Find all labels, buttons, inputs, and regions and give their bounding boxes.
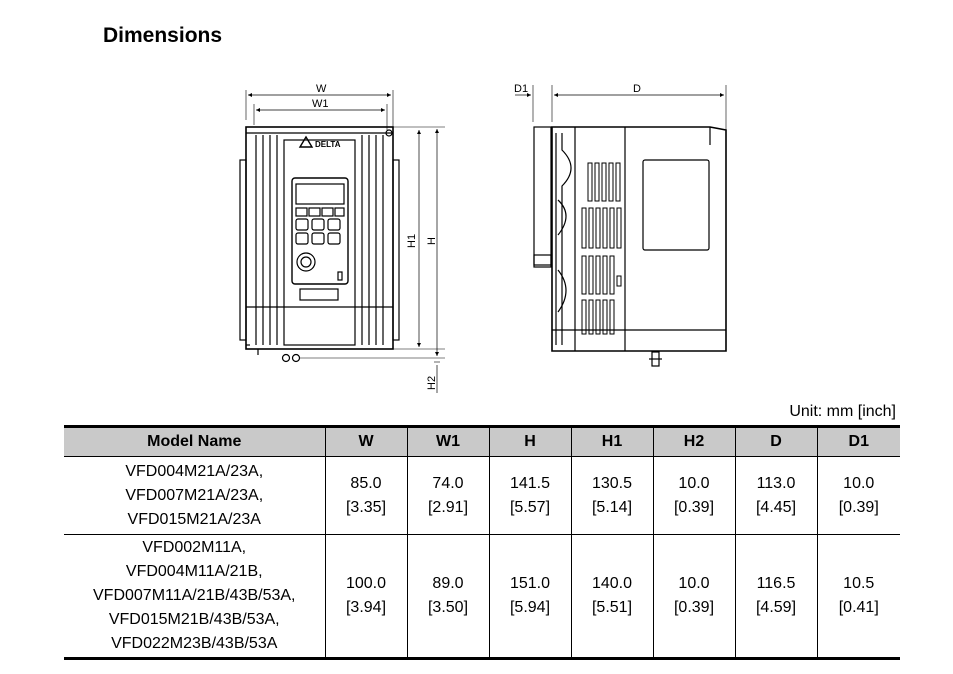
value-cell-h2: 10.0 [0.39]	[653, 535, 735, 659]
table-header-row	[64, 427, 900, 457]
model-name-cell	[64, 457, 325, 535]
value-cell-d: 113.0 [4.45]	[735, 457, 817, 535]
label-d1: D1	[514, 83, 529, 95]
value-cell-h2: 10.0 [0.39]	[653, 457, 735, 535]
header-w1: W1	[407, 427, 489, 457]
model-name: VFD015M21B/43B/53A,	[108, 611, 280, 628]
delta-logo	[300, 137, 341, 149]
header-h2: H2	[653, 427, 735, 457]
page-title: Dimensions	[103, 24, 223, 47]
label-w1: W1	[312, 98, 329, 110]
model-name: VFD022M23B/43B/53A	[111, 635, 278, 652]
value-cell-w: 100.0 [3.94]	[325, 535, 407, 659]
header-w: W	[325, 427, 407, 457]
model-name: VFD007M21A/23A,	[125, 486, 264, 504]
header-h: H	[489, 427, 571, 457]
value-cell-h1: 130.5 [5.14]	[571, 457, 653, 535]
label-h: H	[426, 237, 438, 245]
side-view	[515, 85, 726, 366]
label-h1: H1	[406, 233, 418, 248]
value-cell-h1: 140.0 [5.51]	[571, 535, 653, 659]
value-cell-h: 151.0 [5.94]	[489, 535, 571, 659]
label-d: D	[633, 83, 641, 95]
model-name: VFD004M21A/23A,	[125, 462, 264, 480]
table-row	[64, 535, 900, 659]
header-model-name: Model Name	[64, 427, 325, 457]
value-cell-d1: 10.0 [0.39]	[817, 457, 900, 535]
header-h1: H1	[571, 427, 653, 457]
table-row	[64, 457, 900, 535]
model-name-cell	[64, 535, 325, 659]
value-cell-w1: 89.0 [3.50]	[407, 535, 489, 659]
model-name: VFD002M11A,	[142, 539, 247, 556]
value-cell-d1: 10.5 [0.41]	[817, 535, 900, 659]
value-cell-d: 116.5 [4.59]	[735, 535, 817, 659]
model-name: VFD004M11A/21B,	[125, 563, 263, 580]
header-d1: D1	[817, 427, 900, 457]
value-cell-w1: 74.0 [2.91]	[407, 457, 489, 535]
value-cell-h: 141.5 [5.57]	[489, 457, 571, 535]
model-name: VFD007M11A/21B/43B/53A,	[93, 587, 296, 604]
svg-text:DELTA: DELTA	[315, 140, 341, 149]
header-d: D	[735, 427, 817, 457]
model-name: VFD015M21A/23A	[127, 510, 261, 528]
dimensions-table	[64, 425, 900, 660]
unit-note: Unit: mm [inch]	[789, 403, 896, 420]
value-cell-w: 85.0 [3.35]	[325, 457, 407, 535]
label-w: W	[316, 83, 327, 95]
label-h2: H2	[426, 375, 438, 390]
